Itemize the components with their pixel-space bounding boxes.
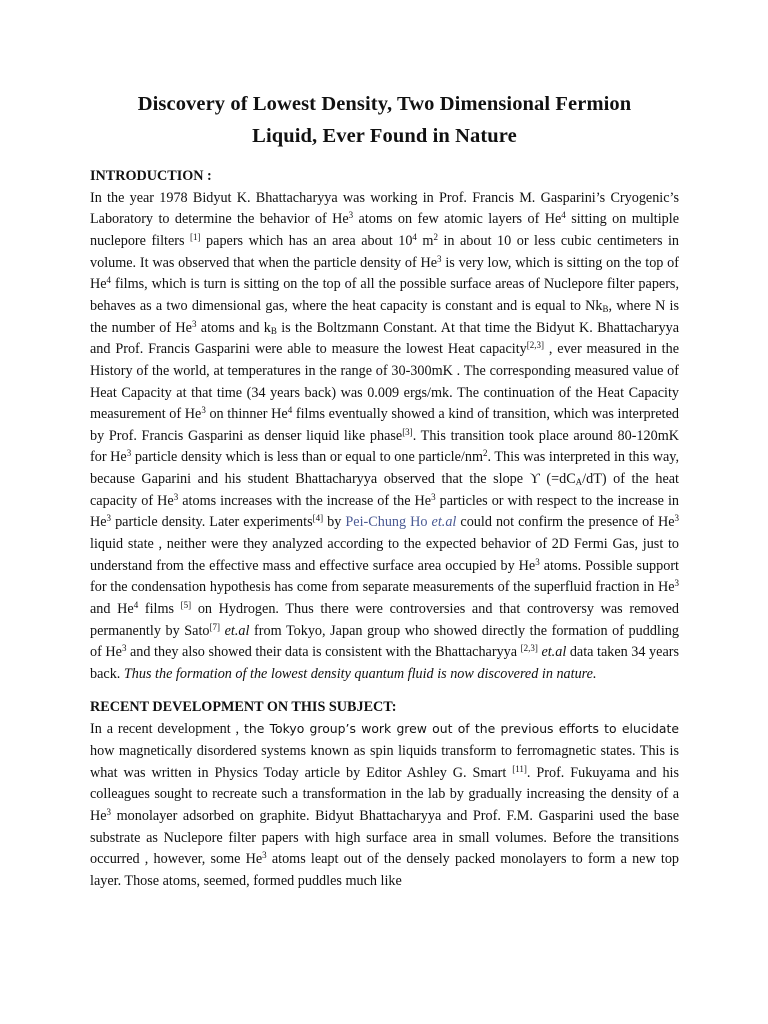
- text-run-sans: the Tokyo group’s work grew out of the previous efforts to elucidate: [243, 721, 680, 737]
- subscript: B: [270, 325, 277, 336]
- text-run: is very low, which is sitting on the top of He: [90, 254, 679, 293]
- text-run: m: [416, 232, 434, 249]
- superscript: 3: [121, 643, 127, 654]
- text-run: on Hydrogen. Thus there were controversies and that controversy was removed permanently by Sato: [90, 601, 679, 639]
- superscript: 4: [133, 600, 139, 611]
- superscript: 3: [348, 210, 354, 221]
- superscript: 2: [433, 231, 438, 242]
- text-run: how magnetically disordered systems known as spin liquids transform to ferromagnetic states. This is what was written in Physics Today article by Editor Ashley G. Smart: [90, 742, 679, 781]
- text-run: liquid state , neither were they analyzed according to the expected behavior of 2D Fermi Gas, just to understand from the effective mass and effective surface area occupied by He: [90, 536, 679, 574]
- text-run: in about 10 or less cubic centimeters in volume. It was observed that when the particle density of He: [90, 232, 680, 271]
- text-run: is the Boltzmann Constant. At that time the Bidyut K. Bhattacharyya and Prof. Francis Gasparini were able to measure the lowest Heat capacity: [90, 319, 680, 358]
- et-al-link[interactable]: et.al: [431, 514, 457, 531]
- text-run: particle density which is less than or equal to one particle/nm: [131, 449, 483, 466]
- superscript: 3: [191, 318, 197, 329]
- text-run: atoms on few atomic layers of He: [353, 211, 562, 228]
- citation-superscript: [7]: [209, 621, 221, 632]
- superscript: 3: [201, 405, 206, 416]
- subscript: A: [575, 477, 583, 488]
- text-run: and He: [90, 601, 134, 618]
- superscript: 3: [674, 578, 679, 589]
- text-run: and they also showed their data is consistent with the Bhattacharyya: [126, 644, 521, 661]
- citation-superscript: [2,3]: [520, 643, 538, 654]
- title-line-1: Discovery of Lowest Density, Two Dimensional Fermion: [137, 93, 632, 115]
- text-run: , ever measured in the History of the world, at temperatures in the range of 30-300mK . The corresponding measured value of Heat Capacity at that time (34 years back) was 0.009 ergs/mk. The continuation of the Heat Capacity measurement of He: [90, 341, 679, 423]
- text-run: from Tokyo, Japan group who showed directly the formation of puddling of He: [90, 622, 679, 661]
- text-run: could not confirm the presence of He: [456, 514, 675, 531]
- text-run: films, which is turn is sitting on the top of all the possible surface areas of Nuclepore filter papers, behaves as a two dimensional gas, where the heat capacity is constant and is equal to Nk: [90, 276, 679, 314]
- text-run: atoms leapt out of the densely packed monolayers to form a new top layer. Those atoms, seemed, formed puddles much like: [90, 851, 680, 889]
- text-run: , where N is the number of He: [90, 297, 679, 336]
- text-run: monolayer adsorbed on graphite. Bidyut Bhattacharyya and Prof. F.M. Gasparini used the base substrate as Nuclepore filter papers with high surface area in small volumes. Before the transitions occurred , however, some He: [90, 807, 679, 868]
- citation-superscript: [4]: [312, 513, 324, 524]
- citation-superscript: [11]: [512, 763, 527, 774]
- text-run: by: [323, 514, 346, 531]
- text-run: particles or with respect to the increase in He: [90, 492, 679, 531]
- emphasis: et.al: [541, 644, 567, 661]
- text-run: data taken 34 years back.: [90, 644, 679, 683]
- superscript: 4: [287, 405, 293, 416]
- text-run: atoms increases with the increase of the He: [178, 492, 432, 509]
- superscript: 3: [535, 556, 540, 567]
- text-run: In a recent development ,: [90, 721, 244, 738]
- superscript: 3: [173, 491, 179, 502]
- citation-superscript: [5]: [180, 600, 192, 611]
- text-run: . This transition took place around 80-120mK for He: [90, 427, 679, 466]
- recent-development-heading: RECENT DEVELOPMENT ON THIS SUBJECT:: [90, 698, 397, 715]
- citation-superscript: [2,3]: [526, 340, 545, 351]
- text-run: on thinner He: [205, 406, 288, 423]
- text-run: atoms and k: [196, 319, 271, 336]
- conclusion-emphasis: Thus the formation of the lowest density quantum fluid is now discovered in nature.: [123, 666, 597, 683]
- text-run: particle density. Later experiments: [111, 514, 313, 531]
- text-run: sitting on multiple nuclepore filters: [90, 211, 679, 249]
- superscript: 3: [126, 448, 132, 459]
- introduction-heading: INTRODUCTION :: [90, 168, 212, 184]
- introduction-paragraph: [90, 188, 679, 686]
- text-run: /dT) of the heat capacity of He: [90, 471, 679, 509]
- citation-superscript: [3]: [402, 426, 413, 437]
- superscript: 4: [106, 275, 112, 286]
- text-run: . This was interpreted in this way, because Gaparini and his student Bhattacharyya observed that the slope ϒ (=dC: [90, 449, 679, 488]
- superscript: 4: [561, 210, 566, 221]
- document-title: [90, 88, 679, 152]
- superscript: 3: [262, 850, 267, 861]
- superscript: 3: [106, 806, 112, 817]
- superscript: 3: [106, 513, 112, 524]
- superscript: 2: [482, 448, 488, 459]
- superscript: 3: [437, 253, 442, 264]
- text-run: . Prof. Fukuyama and his colleagues sought to recreate such a transformation in the lab by gradually increasing the density of a He: [90, 764, 679, 824]
- subscript: B: [602, 303, 609, 314]
- superscript: 3: [674, 513, 680, 524]
- text-run: films eventually showed a kind of transition, which was interpreted by Prof. Francis Gasparini as denser liquid like phase: [90, 406, 680, 444]
- superscript: 4: [412, 231, 417, 242]
- superscript: 3: [431, 491, 436, 502]
- author-link[interactable]: Pei-Chung Ho: [345, 514, 428, 531]
- recent-development-paragraph: [90, 718, 679, 892]
- citation-superscript: [1]: [190, 231, 201, 242]
- text-run: films: [138, 601, 181, 618]
- emphasis: et.al: [224, 622, 250, 639]
- text-run: In the year 1978 Bidyut K. Bhattacharyya was working in Prof. Francis M. Gasparini’s Cryogenic’s Laboratory to determine the behavior of He: [90, 189, 679, 228]
- text-run: atoms. Possible support for the condensation hypothesis has come from separate measurements of the superfluid fraction in He: [90, 557, 679, 596]
- text-run: papers which has an area about 10: [200, 232, 413, 249]
- title-line-2: Liquid, Ever Found in Nature: [252, 125, 517, 147]
